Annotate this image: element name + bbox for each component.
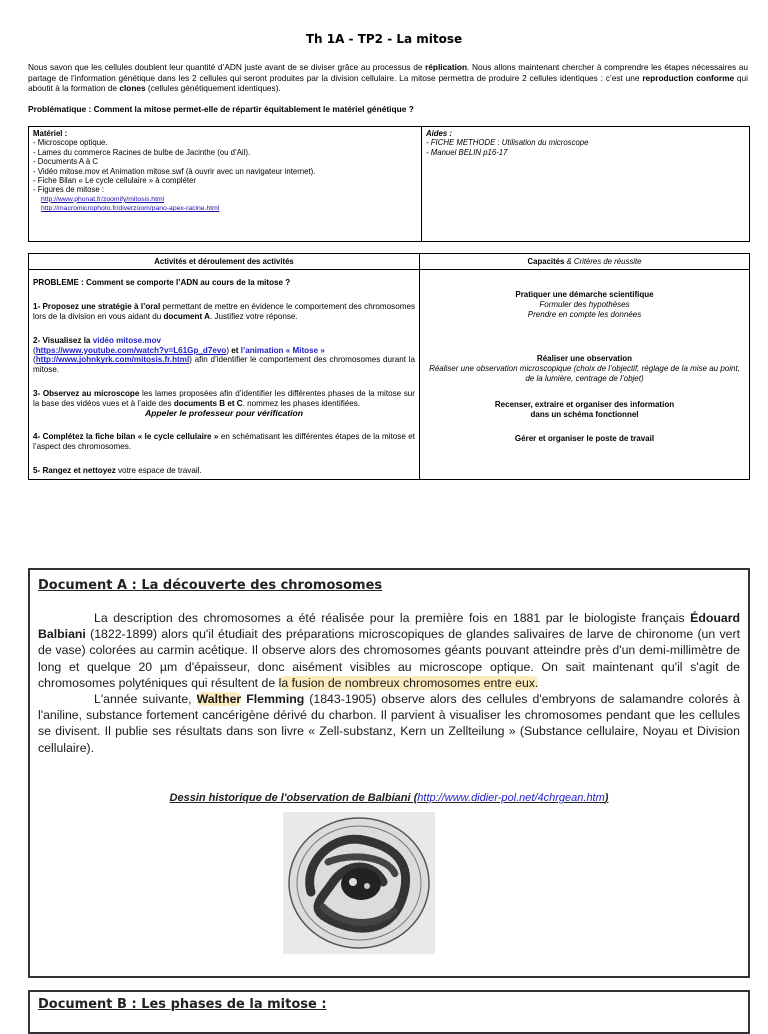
materiel-table	[28, 126, 750, 242]
page-title: Th 1A - TP2 - La mitose	[305, 32, 463, 46]
materiel-item: - Vidéo mitose.mov et Animation mitose.swf (à ouvrir avec un navigateur internet).	[33, 166, 316, 176]
activites-cell	[29, 270, 420, 479]
document-b-title: Document B : Les phases de la mitose :	[38, 997, 327, 1012]
capacite-2-text: Réaliser une observation microscopique (choix de l’objectif, réglage de la mise au point, de la lumière, centrage de l’objet)	[429, 364, 740, 384]
capacite-2-title: Réaliser une observation	[536, 354, 633, 364]
materiel-item: - Lames du commerce Racines de bulbe de Jacinthe (ou d’Ail).	[33, 147, 251, 157]
link-macromicrophoto[interactable]: http://macromicrophoto.fr/diverzoom/pano-apex-racine.html	[41, 205, 220, 213]
animation-link[interactable]: l’animation « Mitose »	[240, 345, 325, 355]
activites-table	[28, 253, 750, 480]
materiel-item: - Figures de mitose :	[33, 185, 105, 195]
step-4: 4- Complétez la fiche bilan « le cycle cellulaire » en schématisant les différentes étapes de la mitose et l’aspect des chromosomes.	[33, 432, 415, 452]
capacites-cell	[420, 270, 750, 479]
capacite-3-title-2: dans un schéma fonctionnel	[530, 410, 639, 420]
document-b	[28, 990, 750, 1034]
intro-paragraph: Nous savon que les cellules doublent leur quantité d’ADN juste avant de se diviser grâce au processus de réplication. Nous allons maintenant chercher à comprendre les étapes nécessaires au partage de l’information génétique dans les 2 cellules qui seront produites par la division cellulaire. La mitose permettra de produire 2 cellules identiques : c’est une reproduction conforme qui aboutit à la formation de clones (cellules génétiquement identiques).	[28, 62, 749, 94]
materiel-cell	[29, 127, 422, 242]
capacite-3-title: Recenser, extraire et organiser des information	[494, 400, 675, 410]
materiel-item: - Documents A à C	[33, 157, 99, 167]
step-3: 3- Observez au microscope les lames proposées afin d’identifier les différentes phases de la mitose sur la base des vidéos vues et à l’aide des documents B et C. nommez les phases identifiées.	[33, 388, 416, 408]
capacite-1-title: Pratiquer une démarche scientifique	[515, 290, 654, 300]
aides-item: - FICHE METHODE : Utilisation du microscope	[426, 138, 589, 148]
document-a	[28, 568, 750, 978]
capacites-header: Capacités & Critères de réussite	[420, 254, 750, 270]
drawing-caption: Dessin historique de l'observation de Balbiani (http://www.didier-pol.net/4chrgean.htm)	[169, 792, 609, 804]
capacite-1-item: Prendre en compte les données	[527, 310, 642, 320]
youtube-link[interactable]: https://www.youtube.com/watch?v=L61Gp_d7evo	[35, 345, 227, 355]
aides-item: - Manuel BELIN p16-17	[426, 147, 508, 157]
johnkyrk-link[interactable]: http://www.johnkyrk.com/mitosis.fr.html	[35, 355, 190, 365]
aides-cell	[422, 127, 750, 242]
capacite-1-item: Formuler des hypothèses	[539, 300, 630, 310]
link-phonat[interactable]: http://www.phonat.fr/zoomify/mitosis.html	[41, 195, 165, 203]
capacite-4-title: Gérer et organiser le poste de travail	[514, 434, 655, 444]
step-5: 5- Rangez et nettoyez votre espace de travail.	[33, 465, 202, 475]
balbiani-drawing	[283, 812, 435, 954]
didier-pol-link[interactable]: http://www.didier-pol.net/4chrgean.htm	[417, 792, 605, 804]
activites-header: Activités et déroulement des activités	[29, 254, 420, 270]
probleme-text: PROBLEME : Comment se comporte l’ADN au cours de la mitose ?	[33, 278, 291, 288]
step-1: 1- Proposez une stratégie à l’oral permettant de mettre en évidence le comportement des chromosomes lors de la division en vous aidant du document A. Justifiez votre réponse.	[33, 302, 415, 321]
video-link[interactable]: vidéo mitose.mov	[92, 335, 162, 345]
highlight: la fusion de nombreux chromosomes entre eux.	[278, 675, 539, 690]
materiel-heading: Matériel :	[33, 129, 68, 138]
document-a-text: La description des chromosomes a été réalisée pour la première fois en 1881 par le biologiste français Édouard Balbiani (1822-1899) alors qu'il étudiait des préparations microscopiques de glandes salivaires de larve de chironome (un vert de vase) colorées au carmin acétique. Il observe alors des chromosomes géants pouvant atteindre près d'un demi-millimètre de long et quelque 20 µm d'épaisseur, donc aisément visibles au microscope optique. On sait maintenant qu'il s'agit de chromosomes polyténiques qui résultent de la fusion de nombreux chromosomes entre eux. L'année suivante, Walther Flemming (1843-1905) observe alors des cellules d'embryons de salamandre colorés à l'aniline, substance fortement cancérigène dérivé du charbon. Il parvient à visualiser les chromosomes pendant que les cellules se divisent. Il publie ses résultats dans son livre « Zell-substanz, Kern un Zellteilung » (Substance cellulaire, Noyau et Division cellulaire).	[38, 611, 740, 755]
step-2: 2- Visualisez la vidéo mitose.mov (https://www.youtube.com/watch?v=L61Gp_d7evo) et l’animation « Mitose » (http://www.johnkyrk.com/mitosis.fr.html) afin d’identifier le comportement des chromosomes durant la mitose.	[33, 335, 415, 375]
aides-heading: Aides :	[426, 129, 452, 138]
problematique: Problématique : Comment la mitose permet-elle de répartir équitablement le matériel génétique ?	[28, 104, 414, 114]
materiel-item: - Fiche Bilan « Le cycle cellulaire » à compléter	[33, 176, 196, 186]
document-a-title: Document A : La découverte des chromosomes	[38, 578, 383, 593]
materiel-item: - Microscope optique.	[33, 138, 108, 148]
appeler-professeur: Appeler le professeur pour vérification	[144, 407, 304, 418]
